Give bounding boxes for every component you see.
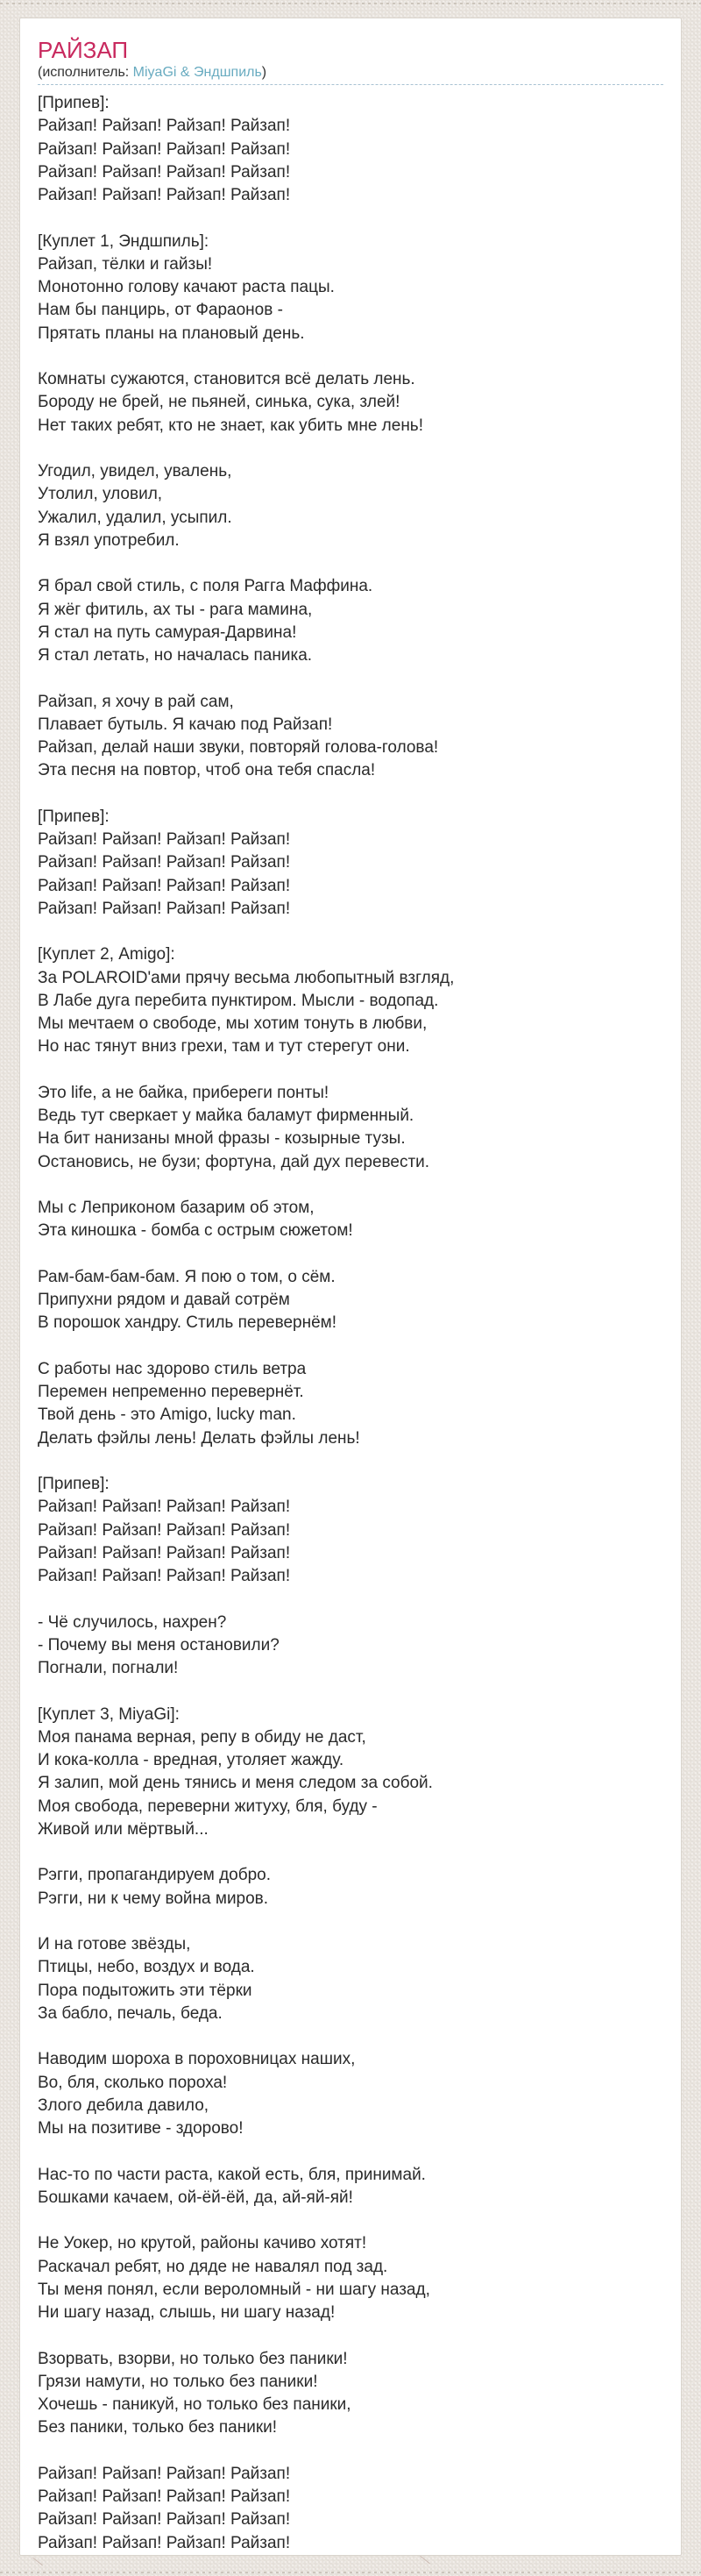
lyric-line: Ни шагу назад, слышь, ни шагу назад! (38, 2303, 336, 2322)
stanza (38, 943, 663, 1058)
lyric-line: Комнаты сужаются, становится всё делать лень. (38, 370, 415, 388)
lyric-line: [Куплет 1, Эндшпиль]: (38, 231, 209, 251)
artist-link[interactable]: MiyaGi & Эндшпиль (132, 65, 262, 80)
stanza (38, 1197, 663, 1243)
lyric-line: И на готове звёзды, (38, 1935, 191, 1953)
lyric-line: Делать фэйлы лень! Делать фэйлы лень! (38, 1428, 360, 1448)
artist-line (38, 64, 663, 81)
lyric-line: За бабло, печаль, беда. (38, 2003, 223, 2023)
lyric-line: Злого дебила давило, (38, 2096, 209, 2115)
stanza (38, 92, 663, 207)
lyric-line: Твой день - это Amigo, lucky man. (38, 1405, 296, 1425)
lyric-line: Пора подытожить эти тёрки (38, 1981, 252, 2000)
lyrics (38, 92, 663, 2555)
lyric-line: Райзап! Райзап! Райзап! Райзап! (38, 162, 291, 181)
lyric-line: Райзап, тёлки и гайзы! (38, 254, 213, 274)
lyric-line: Райзап! Райзап! Райзап! Райзап! (38, 2487, 291, 2506)
stanza (38, 2164, 663, 2210)
stanza (38, 1473, 663, 1588)
stanza (38, 231, 663, 345)
lyric-line: - Почему вы меня остановили? (38, 1635, 280, 1654)
lyric-line: Птицы, небо, воздух и вода. (38, 1958, 255, 1977)
lyric-line: Райзап! Райзап! Райзап! Райзап! (38, 899, 291, 918)
lyric-line: Райзап! Райзап! Райзап! Райзап! (38, 830, 291, 849)
lyric-line: Бороду не брей, не пьяней, синька, сука, злей! (38, 393, 400, 412)
lyric-line: В порошок хандру. Стиль перевернём! (38, 1313, 336, 1333)
artist-suffix-label: ) (261, 65, 267, 80)
lyric-line: Райзап! Райзап! Райзап! Райзап! (38, 2464, 291, 2483)
stanza (38, 1933, 663, 2025)
lyric-line: Райзап! Райзап! Райзап! Райзап! (38, 853, 291, 872)
lyric-line: Эта песня на повтор, чтоб она тебя спасла! (38, 761, 376, 780)
lyric-line: Я залип, мой день тянись и меня следом за собой. (38, 1774, 433, 1793)
stanza (38, 2348, 663, 2440)
lyric-line: Ужалил, удалил, усыпил. (38, 508, 232, 527)
texture-scratch (420, 2556, 430, 2564)
artist-prefix-label: (исполнитель: (38, 65, 133, 80)
lyric-line: На бит нанизаны мной фразы - козырные тузы. (38, 1129, 406, 1149)
lyric-line: Прятать планы на плановый день. (38, 324, 305, 343)
lyric-line: Утолил, уловил, (38, 485, 163, 504)
lyric-line: [Припев]: (38, 807, 110, 826)
page-title: РАЙЗАП (38, 37, 129, 63)
lyric-line: Угодил, увидел, увалень, (38, 462, 232, 480)
lyric-line: Нас-то по части раста, какой есть, бля, принимай. (38, 2165, 426, 2184)
stanza (38, 806, 663, 921)
stanza (38, 460, 663, 552)
lyric-line: Райзап! Райзап! Райзап! Райзап! (38, 2510, 291, 2530)
lyric-line: Нам бы панцирь, от Фараонов - (38, 301, 283, 320)
stanza (38, 1704, 663, 1842)
lyric-line: Райзап! Райзап! Райзап! Райзап! (38, 139, 291, 159)
lyric-line: Райзап! Райзап! Райзап! Райзап! (38, 2533, 291, 2552)
lyric-line: Райзап, делай наши звуки, повторяй голова-голова! (38, 738, 439, 757)
texture-scratch (32, 2558, 43, 2565)
lyric-line: Моя панама верная, репу в обиду не даст, (38, 1727, 366, 1747)
lyric-line: Эта киношка - бомба с острым сюжетом! (38, 1221, 353, 1241)
bottom-stitch-line (0, 2572, 701, 2573)
lyric-line: Монотонно голову качают раста пацы. (38, 278, 335, 296)
lyric-line: Перемен непременно перевернёт. (38, 1383, 304, 1401)
lyric-line: [Куплет 3, MiyaGi]: (38, 1704, 180, 1724)
lyric-line: В Лабе дуга перебита пунктиром. Мысли - водопад. (38, 991, 439, 1010)
lyric-line: Мы мечтаем о свободе, мы хотим тонуть в любви, (38, 1014, 428, 1033)
lyric-line: Я брал свой стиль, с поля Рагга Маффина. (38, 577, 373, 596)
stanza (38, 2048, 663, 2140)
lyric-line: Это life, а не байка, прибереги понты! (38, 1083, 329, 1102)
lyric-line: Бошками качаем, ой-ёй-ёй, да, ай-яй-яй! (38, 2188, 353, 2207)
lyric-line: С работы нас здорово стиль ветра (38, 1359, 307, 1378)
lyric-line: Ведь тут сверкает у майка баламут фирменный. (38, 1107, 414, 1125)
lyric-line: И кока-колла - вредная, утоляет жажду. (38, 1751, 344, 1769)
stanza (38, 575, 663, 667)
lyric-line: Райзап! Райзап! Райзап! Райзап! (38, 117, 291, 136)
lyric-line: Райзап! Райзап! Райзап! Райзап! (38, 1498, 291, 1517)
lyric-line: Без паники, только без паники! (38, 2418, 278, 2437)
lyric-line: Нет таких ребят, кто не знает, как убить мне лень! (38, 416, 423, 435)
lyric-line: Рам-бам-бам-бам. Я пою о том, о сём. (38, 1267, 336, 1286)
lyric-line: Плавает бутыль. Я качаю под Райзап! (38, 715, 333, 734)
stanza (38, 1082, 663, 1174)
lyric-line: Погнали, погнали! (38, 1659, 179, 1677)
stanza (38, 691, 663, 783)
lyric-line: Остановись, не бузи; фортуна, дай дух перевести. (38, 1152, 430, 1171)
lyric-line: Райзап! Райзап! Райзап! Райзап! (38, 1567, 291, 1585)
lyric-line: Райзап! Райзап! Райзап! Райзап! (38, 1520, 291, 1540)
lyric-line: Райзап, я хочу в рай сам, (38, 692, 234, 711)
lyric-line: Я стал летать, но началась паника. (38, 646, 313, 665)
lyric-line: Я стал на путь самурая-Дарвина! (38, 623, 297, 642)
lyric-line: Раскачал ребят, но дяде не навалял под зад. (38, 2257, 388, 2276)
stanza (38, 1358, 663, 1450)
lyric-line: Наводим шороха в пороховницах наших, (38, 2050, 356, 2069)
song-header (38, 39, 663, 85)
stanza (38, 1266, 663, 1335)
lyric-line: Взорвать, взорви, но только без паники! (38, 2349, 348, 2368)
lyrics-card (19, 18, 682, 2556)
lyric-line: Не Уокер, но крутой, районы качиво хотят! (38, 2234, 367, 2253)
lyric-line: Ты меня понял, если вероломный - ни шагу назад, (38, 2280, 430, 2299)
stanza (38, 1864, 663, 1911)
lyric-line: Во, бля, сколько пороха! (38, 2073, 228, 2092)
stanza (38, 2463, 663, 2555)
lyric-line: Рэгги, пропагандируем добро. (38, 1866, 272, 1885)
top-stitch-line (0, 3, 701, 4)
stanza (38, 1612, 663, 1681)
lyric-line: Мы на позитиве - здорово! (38, 2119, 244, 2138)
lyric-line: Райзап! Райзап! Райзап! Райзап! (38, 1543, 291, 1562)
lyric-line: Рэгги, ни к чему война миров. (38, 1889, 269, 1908)
lyric-line: Мы с Леприконом базарим об этом, (38, 1199, 315, 1217)
lyric-line: Грязи намути, но только без паники! (38, 2372, 318, 2391)
lyric-line: Живой или мёртвый... (38, 1819, 209, 1839)
lyric-line: Я жёг фитиль, ах ты - рага мамина, (38, 600, 313, 619)
lyric-line: Хочешь - паникуй, но только без паники, (38, 2395, 351, 2414)
lyric-line: [Припев]: (38, 1475, 110, 1493)
lyric-line: [Припев]: (38, 94, 110, 112)
lyric-line: За POLAROID'ами прячу весьма любопытный взгляд, (38, 968, 455, 987)
lyric-line: Но нас тянут вниз грехи, там и тут стерегут они. (38, 1037, 410, 1057)
lyric-line: Я взял употребил. (38, 530, 180, 550)
lyric-line: [Куплет 2, Amigo]: (38, 945, 175, 964)
lyric-line: Припухни рядом и давай сотрём (38, 1291, 290, 1309)
stanza (38, 368, 663, 438)
lyric-line: - Чё случилось, нахрен? (38, 1612, 227, 1632)
lyric-line: Моя свобода, переверни житуху, бля, буду - (38, 1797, 378, 1816)
stanza (38, 2232, 663, 2324)
lyric-line: Райзап! Райзап! Райзап! Райзап! (38, 876, 291, 895)
lyric-line: Райзап! Райзап! Райзап! Райзап! (38, 186, 291, 204)
